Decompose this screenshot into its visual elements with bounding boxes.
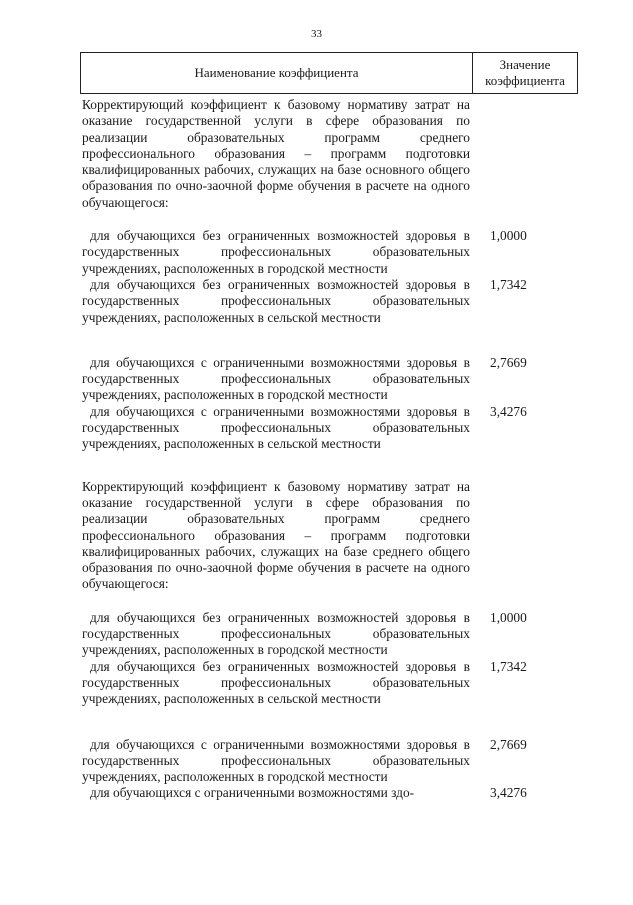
row-description: для обучающихся без ограниченных возможностей здоровья в государственных профессиональных образовательных учреждениях, расположенных в сельской местности xyxy=(82,658,470,707)
row-description: для обучающихся без ограниченных возможностей здоровья в государственных профессиональных образовательных учреждениях, расположенных в городской местности xyxy=(82,228,470,276)
table-row xyxy=(82,404,592,453)
table-row xyxy=(82,610,592,659)
page-number: 33 xyxy=(311,28,322,40)
row-coefficient-value: 2,7669 xyxy=(490,354,527,370)
table-row xyxy=(82,785,592,801)
section-title: Корректирующий коэффициент к базовому нормативу затрат на оказание государственной услуги в сфере образования по реализации образовательных программ среднего профессионального образования – программ подготовки квалифицированных рабочих, служащих на базе среднего общего образования по очно-заочной форме обучения в расчете на одного обучающегося: xyxy=(82,478,470,592)
table-header xyxy=(80,52,578,94)
row-description: для обучающихся с ограниченными возможностями здоровья в государственных профессиональных образовательных учреждениях, расположенных в городской местности xyxy=(82,354,470,403)
row-coefficient-value: 3,4276 xyxy=(490,403,527,419)
table-row xyxy=(82,228,592,277)
row-coefficient-value: 1,0000 xyxy=(490,228,527,244)
row-coefficient-value: 1,0000 xyxy=(490,609,527,625)
row-description: для обучающихся с ограниченными возможностями здо- xyxy=(90,785,415,801)
section-1 xyxy=(82,97,592,453)
header-value-line2: коэффициента xyxy=(485,73,565,88)
table-body xyxy=(82,97,592,802)
row-coefficient-value: 2,7669 xyxy=(490,736,527,752)
header-coefficient-name: Наименование коэффициента xyxy=(81,53,473,93)
row-description: для обучающихся с ограниченными возможностями здоровья в государственных профессиональных образовательных учреждениях, расположенных в сельской местности xyxy=(82,403,470,452)
row-description: для обучающихся с ограниченными возможностями здоровья в государственных профессиональных образовательных учреждениях, расположенных в городской местности xyxy=(82,736,470,785)
section-title: Корректирующий коэффициент к базовому нормативу затрат на оказание государственной услуги в сфере образования по реализации образовательных программ среднего профессионального образования – программ подготовки квалифицированных рабочих, служащих на базе основного общего образования по очно-заочной форме обучения в расчете на одного обучающегося: xyxy=(82,97,470,210)
row-description: для обучающихся без ограниченных возможностей здоровья в государственных профессиональных образовательных учреждениях, расположенных в городской местности xyxy=(82,609,470,658)
row-coefficient-value: 3,4276 xyxy=(490,785,527,801)
section-2 xyxy=(82,479,592,802)
row-description: для обучающихся без ограниченных возможностей здоровья в государственных профессиональных образовательных учреждениях, расположенных в сельской местности xyxy=(82,276,470,325)
header-coefficient-value xyxy=(473,53,577,93)
table-row xyxy=(82,737,592,786)
table-row xyxy=(82,277,592,326)
table-row xyxy=(82,355,592,404)
header-value-line1: Значение xyxy=(499,57,551,72)
table-row xyxy=(82,659,592,708)
row-coefficient-value: 1,7342 xyxy=(490,276,527,292)
row-coefficient-value: 1,7342 xyxy=(490,658,527,674)
